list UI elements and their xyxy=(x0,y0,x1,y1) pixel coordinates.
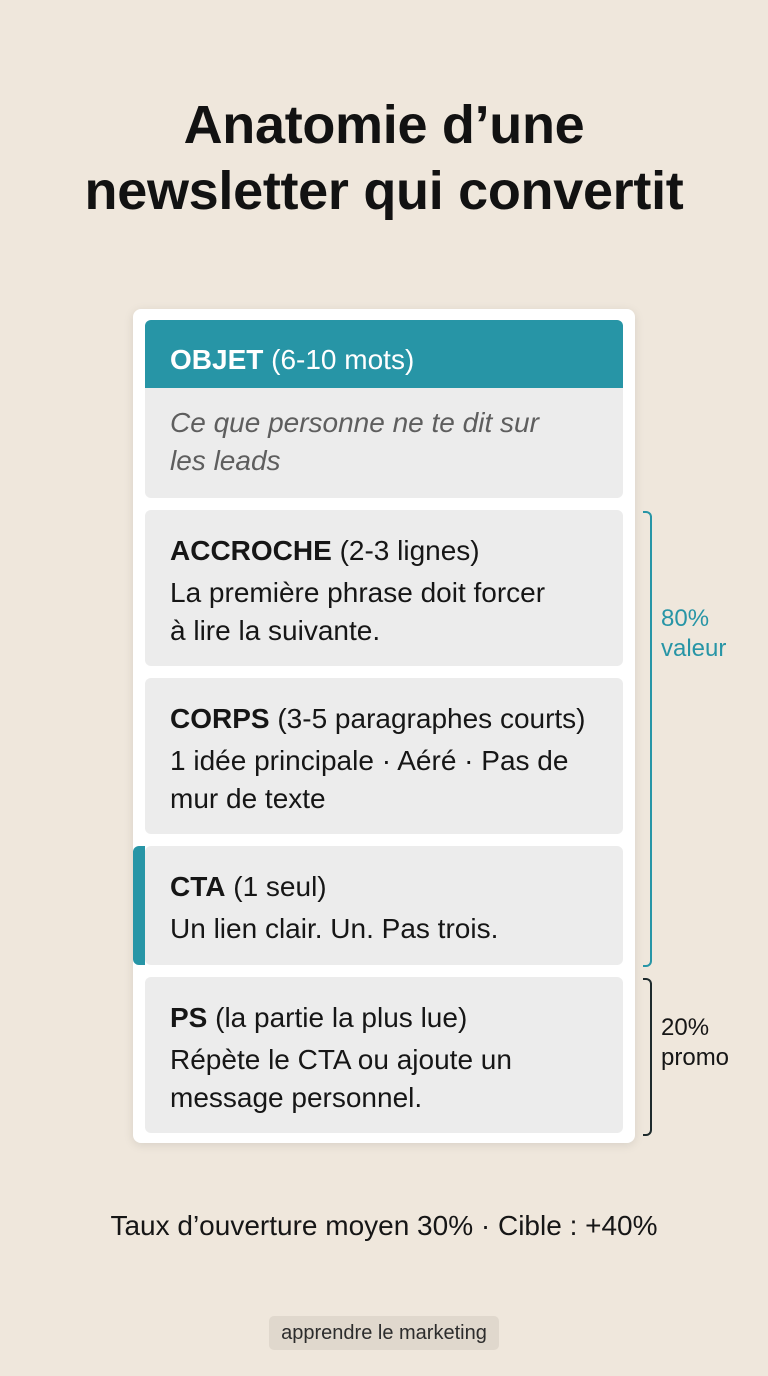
page-title xyxy=(0,92,768,224)
section-accroche xyxy=(145,510,623,666)
cta-accent-bar xyxy=(133,846,145,965)
ps-desc-line-1: Répète le CTA ou ajoute un xyxy=(170,1044,512,1075)
accroche-label: ACCROCHE xyxy=(170,535,332,566)
accroche-desc-line-1: La première phrase doit forcer xyxy=(170,577,546,608)
cta-note: (1 seul) xyxy=(233,871,327,902)
promo-bracket-label xyxy=(661,1013,729,1073)
section-cta xyxy=(145,846,623,965)
value-word: valeur xyxy=(661,635,727,662)
value-pct: 80% xyxy=(661,605,710,632)
corps-note: (3-5 paragraphes courts) xyxy=(277,703,586,734)
promo-bracket xyxy=(643,978,652,1136)
ps-heading xyxy=(170,1001,607,1035)
objet-example-line-1: Ce que personne ne te dit sur xyxy=(170,407,539,438)
section-ps xyxy=(145,977,623,1133)
newsletter-card xyxy=(133,309,635,1143)
accroche-heading xyxy=(170,534,607,568)
corps-label: CORPS xyxy=(170,703,270,734)
objet-example-line-2: les leads xyxy=(170,445,281,476)
ps-label: PS xyxy=(170,1002,208,1033)
cta-description xyxy=(170,910,607,948)
cta-label: CTA xyxy=(170,871,226,902)
value-bracket-label xyxy=(661,604,726,664)
corps-description xyxy=(170,742,607,818)
corps-desc-line-1: 1 idée principale · Aéré · Pas de xyxy=(170,745,569,776)
title-line-2: newsletter qui convertit xyxy=(84,161,684,221)
corps-desc-line-2: mur de texte xyxy=(170,783,326,814)
corps-heading xyxy=(170,702,607,736)
accroche-description xyxy=(170,574,607,650)
objet-example xyxy=(170,404,600,480)
promo-word: promo xyxy=(661,1044,730,1071)
cta-heading xyxy=(170,870,607,904)
section-corps xyxy=(145,678,623,834)
value-bracket xyxy=(643,511,652,967)
title-line-1: Anatomie d’une xyxy=(183,95,585,155)
brand-badge: apprendre le marketing xyxy=(269,1316,499,1350)
ps-desc-line-2: message personnel. xyxy=(170,1082,423,1113)
promo-pct: 20% xyxy=(661,1014,710,1041)
objet-header xyxy=(145,320,623,388)
section-objet xyxy=(145,320,623,498)
accroche-desc-line-2: à lire la suivante. xyxy=(170,615,381,646)
objet-label: OBJET xyxy=(170,344,264,375)
objet-note: (6-10 mots) xyxy=(271,344,415,375)
ps-note: (la partie la plus lue) xyxy=(215,1002,468,1033)
open-rate-footer: Taux d’ouverture moyen 30% · Cible : +40% xyxy=(110,1210,658,1241)
cta-desc-line-1: Un lien clair. Un. Pas trois. xyxy=(170,913,499,944)
accroche-note: (2-3 lignes) xyxy=(339,535,480,566)
ps-description xyxy=(170,1041,607,1117)
